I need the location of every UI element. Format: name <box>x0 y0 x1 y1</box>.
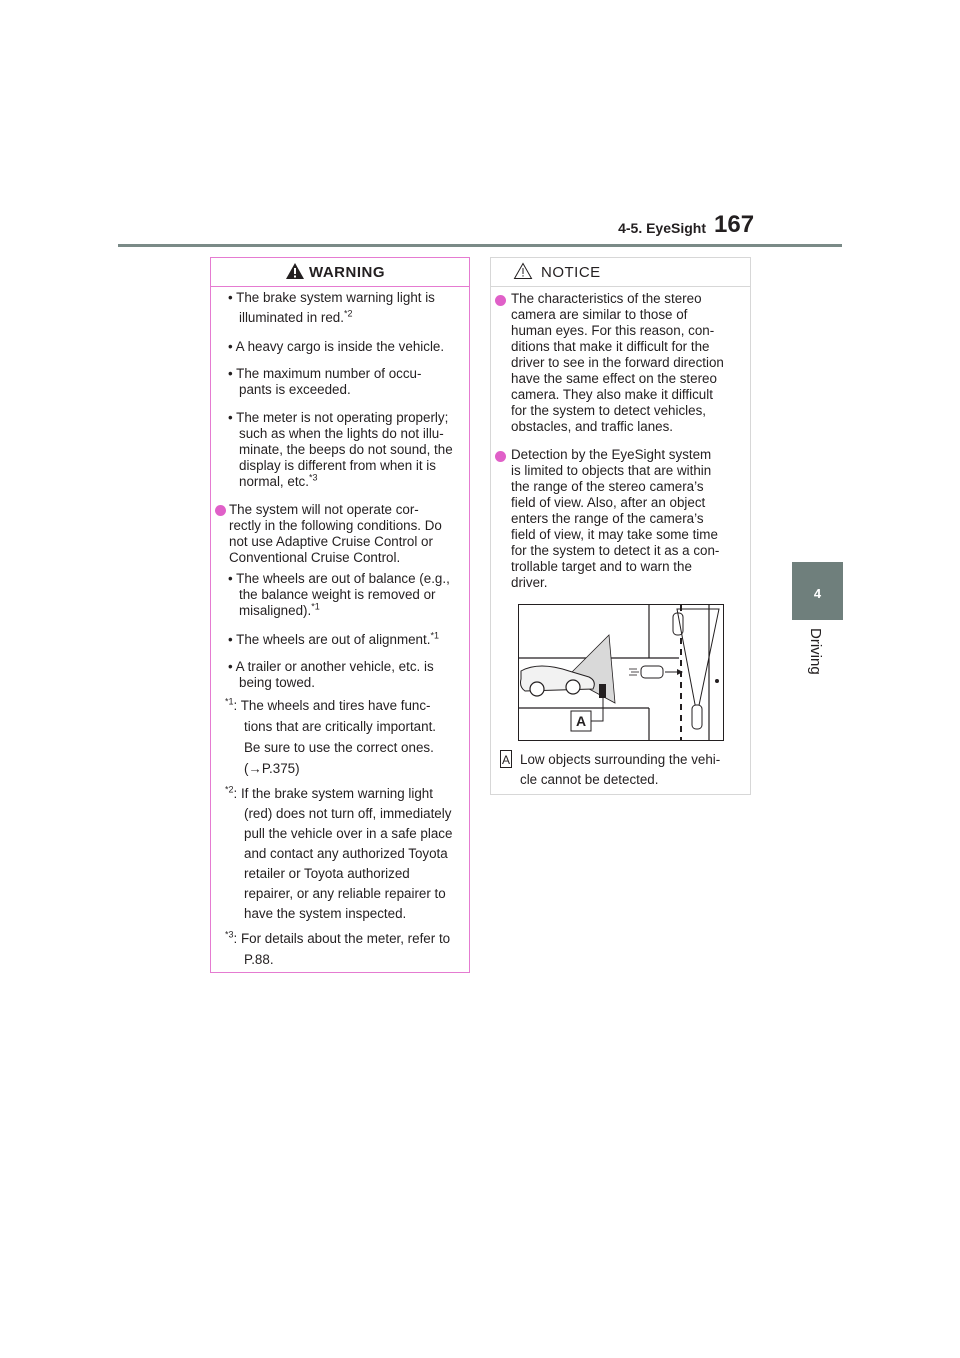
warning-item-2: • A heavy cargo is inside the vehicle. <box>228 339 445 354</box>
footnote-1-line-2: tions that are critically important. <box>244 719 437 734</box>
footnote-1-line-4: (→P.375) <box>244 761 300 776</box>
footnote-2-line-4: and contact any authorized Toyota <box>244 846 448 861</box>
notice-item-1-line-6: have the same effect on the stereo <box>511 371 717 386</box>
figure-callout-a: A <box>575 713 587 729</box>
warning-item-6-line-2: the balance weight is removed or <box>239 587 436 602</box>
bullet-dot <box>215 505 226 516</box>
notice-item-1-line-3: human eyes. For this reason, con- <box>511 323 715 338</box>
caution-triangle-icon <box>513 262 533 280</box>
chapter-tab[interactable] <box>792 562 843 620</box>
warning-item-8-line-2: being towed. <box>239 675 315 690</box>
camera-detection-illustration <box>518 604 724 741</box>
caption-key-a: A <box>500 750 512 768</box>
warning-item-4-line-5: normal, etc.$^{*3}$ <box>239 472 318 489</box>
warning-item-3-line-1: • The maximum number of occu- <box>228 366 422 381</box>
notice-item-2-line-4: field of view. Also, after an object <box>511 495 706 510</box>
notice-item-1-line-2: camera are similar to those of <box>511 307 688 322</box>
warning-title: WARNING <box>309 264 385 281</box>
chapter-label: Driving <box>807 628 824 675</box>
footnote-1-line-1: $^{*1}$: The wheels and tires have func- <box>225 696 431 713</box>
intersection-diagram <box>519 605 723 740</box>
footnote-2-line-7: have the system inspected. <box>244 906 407 921</box>
notice-item-2-line-2: is limited to objects that are within <box>511 463 712 478</box>
warning-item-4-line-4: display is different from when it is <box>239 458 436 473</box>
warning-item-4-line-2: such as when the lights do not illu- <box>239 426 444 441</box>
caption-line-2: cle cannot be detected. <box>520 772 659 787</box>
warning-item-6-line-1: • The wheels are out of balance (e.g., <box>228 571 450 586</box>
footnote-3-line-1: $^{*3}$: For details about the meter, refer to <box>225 929 451 946</box>
warning-item-1-line-1: • The brake system warning light is <box>228 290 435 305</box>
footnote-2-line-3: pull the vehicle over in a safe place <box>244 826 453 841</box>
notice-item-2-line-7: for the system to detect it as a con- <box>511 543 720 558</box>
notice-item-1-line-1: The characteristics of the stereo <box>511 291 702 306</box>
notice-item-1-line-5: driver to see in the forward direction <box>511 355 724 370</box>
warning-item-6-line-3: misaligned).$^{*1}$ <box>239 601 320 618</box>
caption-line-1: Low objects surrounding the vehi- <box>520 752 721 767</box>
footnote-1-line-3: Be sure to use the correct ones. <box>244 740 434 755</box>
notice-title: NOTICE <box>541 264 601 281</box>
footnote-2-line-6: repairer, or any reliable repairer to <box>244 886 446 901</box>
warning-item-4-line-3: minate, the beeps do not sound, the <box>239 442 453 457</box>
footnote-2-line-5: retailer or Toyota authorized <box>244 866 410 881</box>
bullet-dot <box>495 295 506 306</box>
notice-item-1-line-9: obstacles, and traffic lanes. <box>511 419 674 434</box>
warning-item-5-line-2: rectly in the following conditions. Do <box>229 518 442 533</box>
chapter-label-wrap <box>794 628 844 688</box>
warning-item-5-line-3: not use Adaptive Cruise Control or <box>229 534 433 549</box>
notice-item-2-line-5: enters the range of the camera’s <box>511 511 704 526</box>
section-title: 4-5. EyeSight <box>618 220 706 236</box>
warning-item-7: • The wheels are out of alignment.$^{*1}$ <box>228 630 439 647</box>
footnote-2-line-2: (red) does not turn off, immediately <box>244 806 452 821</box>
warning-item-1-line-2: illuminated in red.$^{*2}$ <box>239 308 353 325</box>
warning-item-3-line-2: pants is exceeded. <box>239 382 351 397</box>
notice-item-2-line-9: driver. <box>511 575 548 590</box>
warning-item-8-line-1: • A trailer or another vehicle, etc. is <box>228 659 434 674</box>
footnote-2-line-1: $^{*2}$: If the brake system warning light <box>225 784 433 801</box>
notice-item-2-line-3: the range of the stereo camera’s <box>511 479 704 494</box>
notice-item-2-line-8: trollable target and to warn the <box>511 559 692 574</box>
warning-item-5-line-4: Conventional Cruise Control. <box>229 550 401 565</box>
notice-header <box>491 258 750 287</box>
warning-item-5-line-1: The system will not operate cor- <box>229 502 419 517</box>
notice-item-2-line-6: field of view, it may take some time <box>511 527 718 542</box>
bullet-dot <box>495 451 506 462</box>
notice-item-1-line-4: ditions that make it difficult for the <box>511 339 710 354</box>
footnote-3-line-2: P.88. <box>244 952 274 967</box>
chapter-number: 4 <box>813 586 822 601</box>
warning-triangle-icon <box>285 262 305 280</box>
notice-item-1-line-8: for the system to detect vehicles, <box>511 403 706 418</box>
header-rule <box>118 244 842 247</box>
notice-item-2-line-1: Detection by the EyeSight system <box>511 447 712 462</box>
warning-header <box>211 258 469 287</box>
page-number: 167 <box>714 211 755 238</box>
notice-item-1-line-7: camera. They also make it difficult <box>511 387 713 402</box>
warning-item-4-line-1: • The meter is not operating properly; <box>228 410 449 425</box>
